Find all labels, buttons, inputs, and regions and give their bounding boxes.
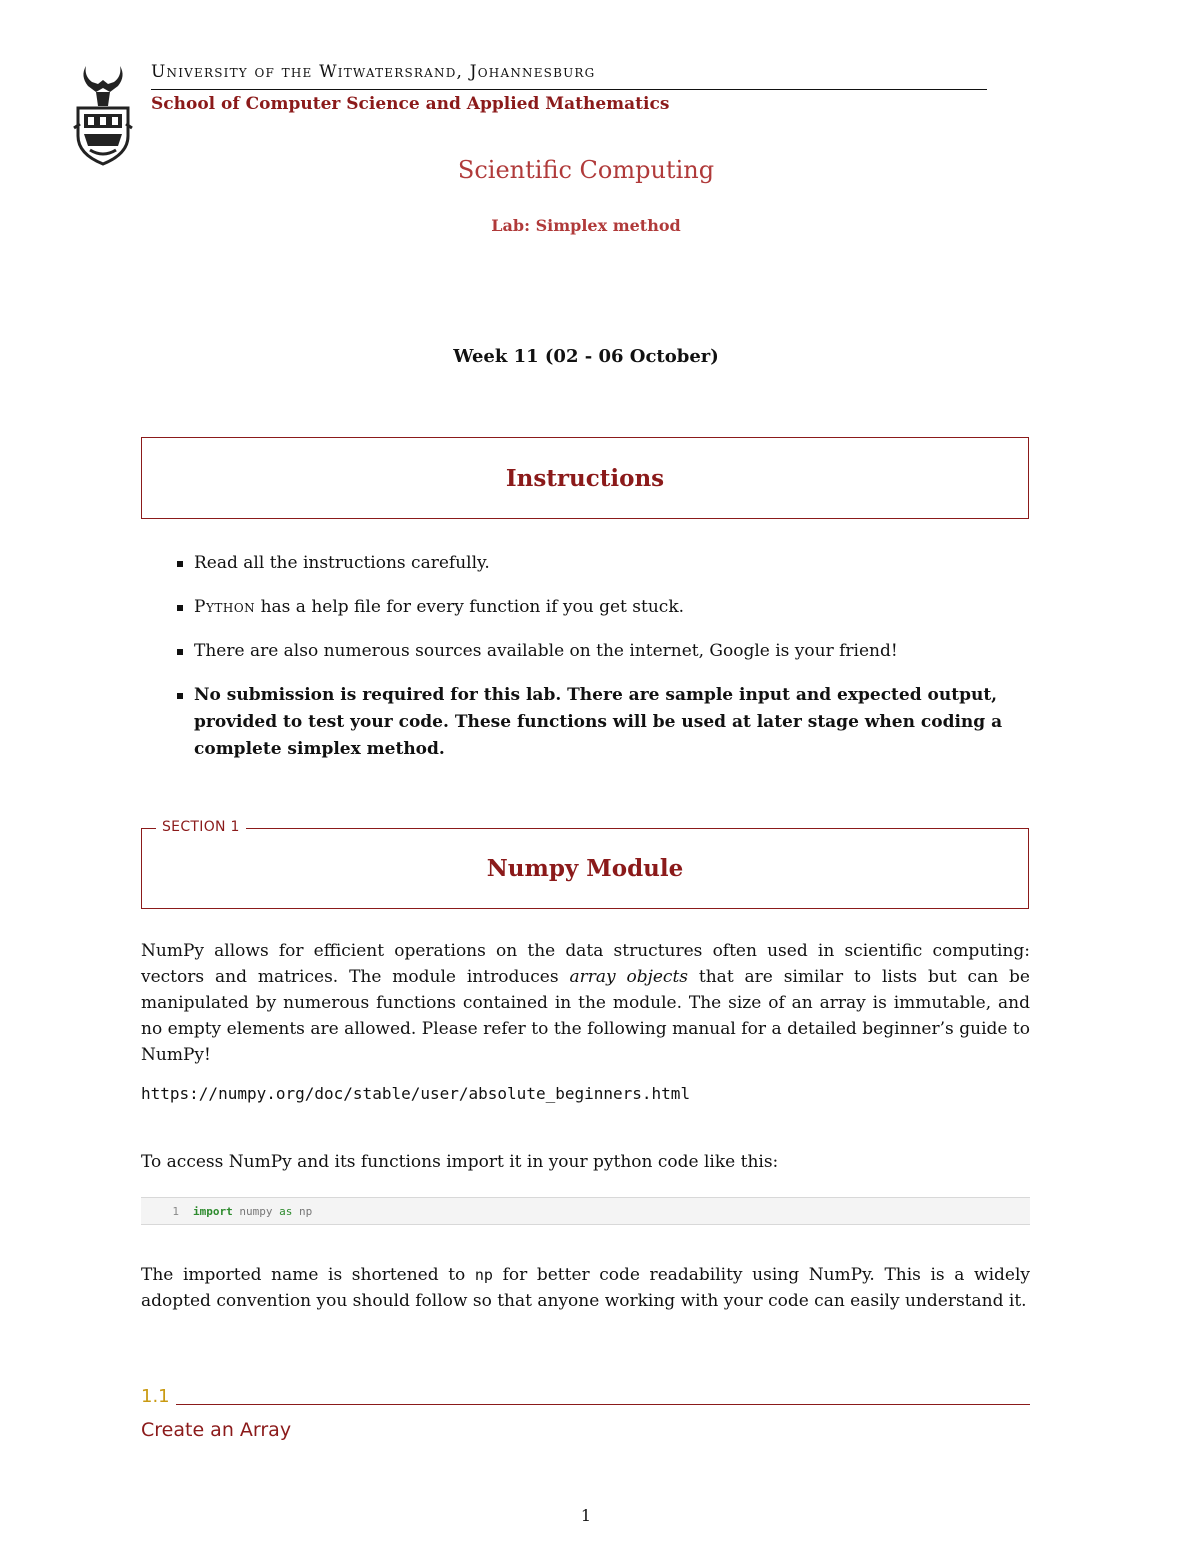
list-item bbox=[176, 550, 1036, 577]
week-label: Week 11 (02 - 06 October) bbox=[453, 346, 719, 367]
python-word: Python bbox=[194, 597, 256, 617]
subsection-title: Create an Array bbox=[141, 1419, 292, 1441]
code-module: numpy bbox=[239, 1204, 273, 1218]
convention-paragraph bbox=[141, 1262, 1030, 1314]
code-as: as bbox=[279, 1204, 293, 1218]
section-label: SECTION 1 bbox=[156, 819, 246, 835]
lab-title: Lab: Simplex method bbox=[491, 216, 681, 235]
section-title: Numpy Module bbox=[486, 855, 684, 882]
list-item-text: There are also numerous sources available on the internet, Google is your friend! bbox=[194, 641, 898, 661]
paragraph-text: The imported name is shortened to bbox=[141, 1265, 475, 1285]
manual-link[interactable]: https://numpy.org/doc/stable/user/absolute_beginners.html bbox=[141, 1084, 691, 1103]
code-keyword: import bbox=[193, 1204, 233, 1218]
list-item-text: has a help file for every function if you get stuck. bbox=[260, 597, 685, 617]
list-item-text: No submission is required for this lab. There are sample input and expected output, provided to test your code. These functions will be used at later stage when coding a complete simplex method. bbox=[194, 685, 1003, 759]
list-item bbox=[176, 638, 1036, 665]
instructions-list bbox=[176, 550, 1036, 780]
page-number: 1 bbox=[580, 1506, 592, 1525]
instructions-title: Instructions bbox=[505, 464, 665, 492]
section-box bbox=[141, 828, 1029, 909]
instructions-box bbox=[141, 437, 1029, 519]
course-title: Scientific Computing bbox=[457, 156, 715, 184]
import-paragraph: To access NumPy and its functions import it in your python code like this: bbox=[141, 1152, 779, 1172]
paragraph-text: for better code readability using NumPy. This is a widely adopted convention you should follow so that anyone working with your code can easily understand it. bbox=[141, 1265, 1030, 1311]
inline-code: np bbox=[474, 1266, 493, 1284]
wits-crest-icon bbox=[72, 62, 134, 168]
emphasis-text: array objects bbox=[569, 967, 689, 987]
intro-paragraph bbox=[141, 938, 1030, 1068]
list-item bbox=[176, 682, 1036, 763]
subsection-number: 1.1 bbox=[141, 1386, 170, 1407]
code-alias: np bbox=[299, 1204, 313, 1218]
code-block bbox=[141, 1197, 1030, 1225]
paragraph-text: that are similar to lists but can be manipulated by numerous functions contained in the module. The size of an array is immutable, and no empty elements are allowed. Please refer to the following manual for a detailed beginner’s guide to NumPy! bbox=[141, 967, 1030, 1065]
list-item bbox=[176, 594, 1036, 621]
university-name: University of the Witwatersrand, Johannesburg bbox=[151, 62, 596, 82]
list-item-text: Read all the instructions carefully. bbox=[194, 553, 490, 573]
paragraph-text: NumPy allows for efficient operations on the data structures often used in scientific computing: vectors and matrices. The module introduces bbox=[141, 941, 1030, 987]
header-rule bbox=[151, 89, 987, 90]
code-line-number: 1 bbox=[172, 1204, 179, 1218]
school-name: School of Computer Science and Applied Mathematics bbox=[151, 94, 670, 114]
subsection-rule bbox=[176, 1404, 1030, 1405]
